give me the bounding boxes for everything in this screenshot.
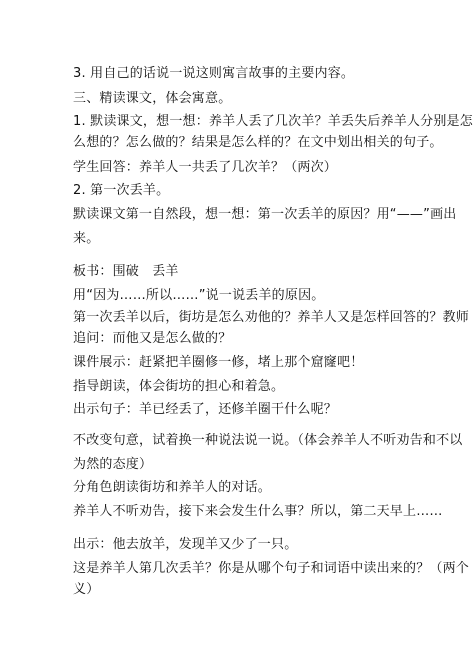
text-line: 课件展示：赶紧把羊圈修一修，堵上那个窟窿吧！ <box>73 355 364 370</box>
text-line: 1. 默读课文，想一想：养羊人丢了几次羊？羊丢失后养羊人分别是怎 <box>73 114 473 129</box>
text-line: 板书：围破 丢羊 <box>73 264 179 279</box>
text-line: 分角色朗读街坊和养羊人的对话。 <box>73 480 272 495</box>
text-line: 追问：而他又是怎么做的？ <box>73 331 232 346</box>
text-line: 这是养羊人第几次丢羊？你是从哪个句子和词语中读出来的？（两个 <box>73 561 470 576</box>
text-line: 指导朗读，体会街坊的担心和着急。 <box>73 379 285 394</box>
text-line: 出示：他去放羊，发现羊又少了一只。 <box>73 537 298 552</box>
text-line: 义） <box>73 582 100 597</box>
text-line: 第一次丢羊以后，街坊是怎么劝他的？养羊人又是怎样回答的？教师 <box>73 310 470 325</box>
text-line: 出示句子：羊已经丢了，还修羊圈干什么呢？ <box>73 402 338 417</box>
text-line: 学生回答：养羊人一共丢了几次羊？（两次） <box>73 160 338 175</box>
text-line: 么想的？怎么做的？结果是怎么样的？在文中划出相关的句子。 <box>73 135 443 150</box>
section-heading: 三、精读课文，体会寓意。 <box>73 91 232 106</box>
text-line: 来。 <box>73 231 100 246</box>
text-line: 为然的态度） <box>73 457 153 472</box>
text-line: 2. 第一次丢羊。 <box>73 183 170 198</box>
text-line: 默读课文第一自然段，想一想：第一次丢羊的原因？用“——”画出 <box>73 207 457 222</box>
text-line: 不改变句意，试着换一种说法说一说。（体会养羊人不听劝告和不以 <box>73 433 463 448</box>
text-line: 养羊人不听劝告，接下来会发生什么事？所以，第二天早上…… <box>73 504 443 519</box>
text-line: 3. 用自己的话说一说这则寓言故事的主要内容。 <box>73 66 355 81</box>
text-line: 用“因为……所以……”说一说丢羊的原因。 <box>73 288 325 303</box>
